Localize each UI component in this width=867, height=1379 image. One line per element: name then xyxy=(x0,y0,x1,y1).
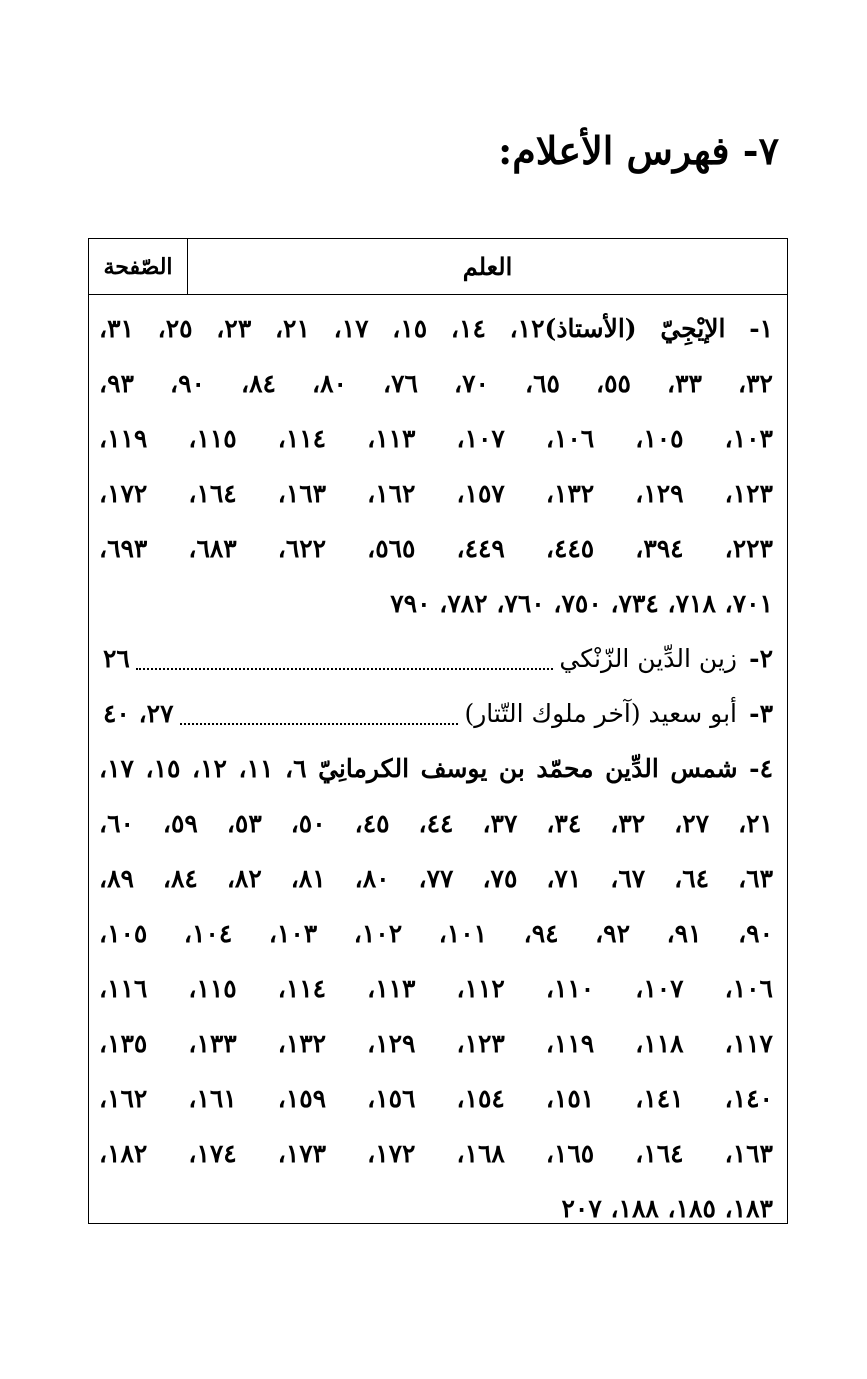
entry-line: ١٠٦، ١٠٧، ١١٠، ١١٢، ١١٣، ١١٤، ١١٥، ١١٦، xyxy=(99,974,773,1003)
entry-line: ١١٧، ١١٨، ١١٩، ١٢٣، ١٢٩، ١٣٢، ١٣٣، ١٣٥، xyxy=(99,1029,773,1058)
dot-leader xyxy=(180,723,459,725)
entry-pages: ٢٧، ٤٠ xyxy=(103,699,174,728)
entry-line: ١٦٣، ١٦٤، ١٦٥، ١٦٨، ١٧٢، ١٧٣، ١٧٤، ١٨٢، xyxy=(99,1139,773,1168)
header-name: العلم xyxy=(462,252,513,281)
entry-line: ٩٠، ٩١، ٩٢، ٩٤، ١٠١، ١٠٢، ١٠٣، ١٠٤، ١٠٥، xyxy=(99,919,773,948)
entry-line: ٣٢، ٣٣، ٥٥، ٦٥، ٧٠، ٧٦، ٨٠، ٨٤، ٩٠، ٩٣، xyxy=(99,369,773,398)
entry-line: ٢٢٣، ٣٩٤، ٤٤٥، ٤٤٩، ٥٦٥، ٦٢٢، ٦٨٣، ٦٩٣، xyxy=(99,534,773,563)
entry-2 xyxy=(99,631,773,686)
table-body xyxy=(89,295,787,1236)
dot-leader xyxy=(136,668,554,670)
entry-number: ٣- xyxy=(749,699,773,728)
entry-1 xyxy=(99,301,773,631)
index-table xyxy=(88,238,788,1224)
entry-line: ١٠٣، ١٠٥، ١٠٦، ١٠٧، ١١٣، ١١٤، ١١٥، ١١٩، xyxy=(99,424,773,453)
entry-4 xyxy=(99,741,773,1236)
entry-name: زين الدِّين الزّنْكي xyxy=(559,644,737,673)
entry-line: ١٨٣، ١٨٥، ١٨٨، ٢٠٧ xyxy=(561,1194,773,1223)
entry-line: ١٢٣، ١٢٩، ١٣٢، ١٥٧، ١٦٢، ١٦٣، ١٦٤، ١٧٢، xyxy=(99,479,773,508)
entry-number: ٢- xyxy=(749,644,773,673)
entry-pages: ٢٦ xyxy=(103,644,130,673)
entry-line: ٦٣، ٦٤، ٦٧، ٧١، ٧٥، ٧٧، ٨٠، ٨١، ٨٢، ٨٤، ٨٩، xyxy=(99,864,773,893)
entry-3 xyxy=(99,686,773,741)
page-title: ٧- فهرس الأعلام: xyxy=(498,128,779,173)
table-header xyxy=(89,239,787,295)
entry-line: ١٤٠، ١٤١، ١٥١، ١٥٤، ١٥٦، ١٥٩، ١٦١، ١٦٢، xyxy=(99,1084,773,1113)
entry-name: أبو سعيد (آخر ملوك التّتار) xyxy=(464,699,737,728)
entry-line: ١- الإيْجِيّ (الأستاذ)١٢، ١٤، ١٥، ١٧، ٢١، ٢٣، ٢٥، ٣١، xyxy=(99,314,773,343)
entry-line: ٧٠١، ٧١٨، ٧٣٤، ٧٥٠، ٧٦٠، ٧٨٢، ٧٩٠ xyxy=(390,589,773,618)
header-page: الصّفحة xyxy=(89,239,188,294)
entry-line: ٤- شمس الدِّين محمّد بن يوسف الكرمانِيّ ٦، ١١، ١٢، ١٥، ١٧، xyxy=(99,754,773,783)
entry-line: ٢١، ٢٧، ٣٢، ٣٤، ٣٧، ٤٤، ٤٥، ٥٠، ٥٣، ٥٩، ٦٠، xyxy=(99,809,773,838)
